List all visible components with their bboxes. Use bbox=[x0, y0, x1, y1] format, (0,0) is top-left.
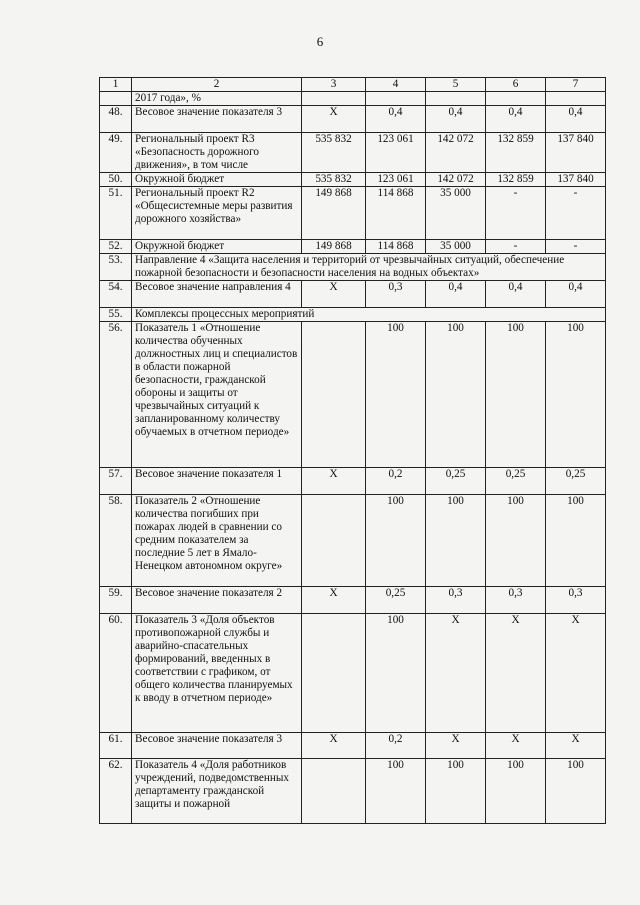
row-value-c3: X bbox=[302, 733, 366, 759]
row-value-c6: X bbox=[486, 733, 546, 759]
row-value-c4: 0,4 bbox=[366, 106, 426, 133]
row-value-c4: 100 bbox=[366, 322, 426, 468]
row-value-c6 bbox=[486, 92, 546, 106]
row-value-c4: 100 bbox=[366, 495, 426, 587]
row-number: 56. bbox=[100, 322, 132, 468]
row-value-c7: 0,4 bbox=[546, 106, 606, 133]
row-value-c3: X bbox=[302, 281, 366, 308]
row-value-c6: 0,3 bbox=[486, 587, 546, 614]
row-name: Окружной бюджет bbox=[132, 240, 302, 254]
row-name: 2017 года», % bbox=[132, 92, 302, 106]
row-value-c3: 535 832 bbox=[302, 133, 366, 173]
row-value-c6: 100 bbox=[486, 759, 546, 824]
row-number: 53. bbox=[100, 254, 132, 281]
row-value-c7: 100 bbox=[546, 495, 606, 587]
row-value-c7: 137 840 bbox=[546, 133, 606, 173]
table-row bbox=[100, 322, 606, 468]
row-value-c5: 100 bbox=[426, 759, 486, 824]
row-value-c4: 100 bbox=[366, 759, 426, 824]
row-name: Весовое значение показателя 2 bbox=[132, 587, 302, 614]
row-value-c6: 132 859 bbox=[486, 133, 546, 173]
row-number: 49. bbox=[100, 133, 132, 173]
row-number: 58. bbox=[100, 495, 132, 587]
table-row bbox=[100, 106, 606, 133]
row-number: 48. bbox=[100, 106, 132, 133]
table-row bbox=[100, 281, 606, 308]
row-value-c4: 0,25 bbox=[366, 587, 426, 614]
row-name: Региональный проект R2 «Общесистемные меры развития дорожного хозяйства» bbox=[132, 187, 302, 240]
table-row bbox=[100, 495, 606, 587]
row-value-c7: - bbox=[546, 240, 606, 254]
table-row bbox=[100, 587, 606, 614]
page-number: 6 bbox=[316, 34, 324, 49]
section-heading: Комплексы процессных мероприятий bbox=[132, 308, 606, 322]
row-value-c6: 100 bbox=[486, 495, 546, 587]
table-row bbox=[100, 173, 606, 187]
row-value-c4: 0,2 bbox=[366, 468, 426, 495]
table-row bbox=[100, 133, 606, 173]
table-row bbox=[100, 187, 606, 240]
row-value-c4: 114 868 bbox=[366, 240, 426, 254]
row-value-c6: 100 bbox=[486, 322, 546, 468]
column-header: 6 bbox=[486, 78, 546, 92]
table-row bbox=[100, 254, 606, 281]
section-heading: Направление 4 «Защита населения и территорий от чрезвычайных ситуаций, обеспечение пожарной безопасности и безопасности населения на водных объектах» bbox=[132, 254, 606, 281]
row-value-c7: 0,3 bbox=[546, 587, 606, 614]
table-row bbox=[100, 92, 606, 106]
column-header: 3 bbox=[302, 78, 366, 92]
row-value-c4: 100 bbox=[366, 614, 426, 733]
row-value-c5: 142 072 bbox=[426, 173, 486, 187]
row-value-c5: 0,3 bbox=[426, 587, 486, 614]
row-value-c4 bbox=[366, 92, 426, 106]
row-value-c7: 0,4 bbox=[546, 281, 606, 308]
row-value-c3 bbox=[302, 322, 366, 468]
row-number: 57. bbox=[100, 468, 132, 495]
row-value-c5: 0,4 bbox=[426, 106, 486, 133]
row-value-c7: X bbox=[546, 614, 606, 733]
row-name: Показатель 1 «Отношение количества обученных должностных лиц и специалистов в области пожарной безопасности, гражданской обороны и защиты от чрезвычайных ситуаций к запланированному количеству обучаемых в отчетном периоде» bbox=[132, 322, 302, 468]
row-value-c3: 535 832 bbox=[302, 173, 366, 187]
column-header: 1 bbox=[100, 78, 132, 92]
column-header: 2 bbox=[132, 78, 302, 92]
row-value-c5: 0,4 bbox=[426, 281, 486, 308]
row-number: 55. bbox=[100, 308, 132, 322]
row-value-c6: X bbox=[486, 614, 546, 733]
column-header: 5 bbox=[426, 78, 486, 92]
row-value-c7: 0,25 bbox=[546, 468, 606, 495]
row-value-c6: 0,4 bbox=[486, 106, 546, 133]
table-row bbox=[100, 733, 606, 759]
row-name: Показатель 4 «Доля работников учреждений, подведомственных департаменту гражданской защиты и пожарной bbox=[132, 759, 302, 824]
row-value-c6: - bbox=[486, 240, 546, 254]
table-header-row bbox=[100, 78, 606, 92]
row-number: 50. bbox=[100, 173, 132, 187]
row-number: 54. bbox=[100, 281, 132, 308]
row-value-c6: 132 859 bbox=[486, 173, 546, 187]
row-number: 60. bbox=[100, 614, 132, 733]
row-value-c5: 100 bbox=[426, 495, 486, 587]
row-value-c5: 35 000 bbox=[426, 187, 486, 240]
row-value-c7: X bbox=[546, 733, 606, 759]
row-value-c7: 137 840 bbox=[546, 173, 606, 187]
row-number: 62. bbox=[100, 759, 132, 824]
row-value-c4: 0,2 bbox=[366, 733, 426, 759]
row-value-c5 bbox=[426, 92, 486, 106]
row-name: Региональный проект R3 «Безопасность дорожного движения», в том числе bbox=[132, 133, 302, 173]
row-value-c7: 100 bbox=[546, 322, 606, 468]
row-value-c3 bbox=[302, 92, 366, 106]
row-value-c5: 100 bbox=[426, 322, 486, 468]
row-name: Показатель 3 «Доля объектов противопожарной службы и аварийно-спасательных формирований, введенных в соответствии с графиком, от общего количества планируемых к вводу в отчетном периоде» bbox=[132, 614, 302, 733]
row-value-c4: 0,3 bbox=[366, 281, 426, 308]
row-number: 51. bbox=[100, 187, 132, 240]
table-body bbox=[100, 92, 606, 824]
row-value-c5: 0,25 bbox=[426, 468, 486, 495]
row-value-c3: 149 868 bbox=[302, 240, 366, 254]
row-value-c5: X bbox=[426, 614, 486, 733]
row-value-c3 bbox=[302, 614, 366, 733]
row-value-c6: - bbox=[486, 187, 546, 240]
row-name: Весовое значение показателя 3 bbox=[132, 106, 302, 133]
budget-table bbox=[99, 77, 606, 824]
row-value-c3: X bbox=[302, 106, 366, 133]
row-value-c5: 142 072 bbox=[426, 133, 486, 173]
table-row bbox=[100, 468, 606, 495]
row-value-c3 bbox=[302, 495, 366, 587]
row-value-c3: X bbox=[302, 468, 366, 495]
row-value-c3: X bbox=[302, 587, 366, 614]
row-number: 52. bbox=[100, 240, 132, 254]
table-row bbox=[100, 759, 606, 824]
table-row bbox=[100, 614, 606, 733]
row-number: 61. bbox=[100, 733, 132, 759]
row-value-c5: X bbox=[426, 733, 486, 759]
row-number bbox=[100, 92, 132, 106]
row-name: Весовое значение показателя 3 bbox=[132, 733, 302, 759]
row-value-c7: 100 bbox=[546, 759, 606, 824]
column-header: 4 bbox=[366, 78, 426, 92]
row-name: Окружной бюджет bbox=[132, 173, 302, 187]
row-value-c6: 0,25 bbox=[486, 468, 546, 495]
table-row bbox=[100, 308, 606, 322]
row-value-c5: 35 000 bbox=[426, 240, 486, 254]
row-number: 59. bbox=[100, 587, 132, 614]
row-value-c3 bbox=[302, 759, 366, 824]
row-value-c4: 114 868 bbox=[366, 187, 426, 240]
table-row bbox=[100, 240, 606, 254]
row-value-c6: 0,4 bbox=[486, 281, 546, 308]
row-name: Весовое значение показателя 1 bbox=[132, 468, 302, 495]
row-value-c3: 149 868 bbox=[302, 187, 366, 240]
row-value-c7: - bbox=[546, 187, 606, 240]
column-header: 7 bbox=[546, 78, 606, 92]
row-name: Весовое значение направления 4 bbox=[132, 281, 302, 308]
row-value-c7 bbox=[546, 92, 606, 106]
row-value-c4: 123 061 bbox=[366, 133, 426, 173]
row-value-c4: 123 061 bbox=[366, 173, 426, 187]
row-name: Показатель 2 «Отношение количества погибших при пожарах людей в сравнении со средним показателем за последние 5 лет в Ямало-Ненецком автономном округе» bbox=[132, 495, 302, 587]
